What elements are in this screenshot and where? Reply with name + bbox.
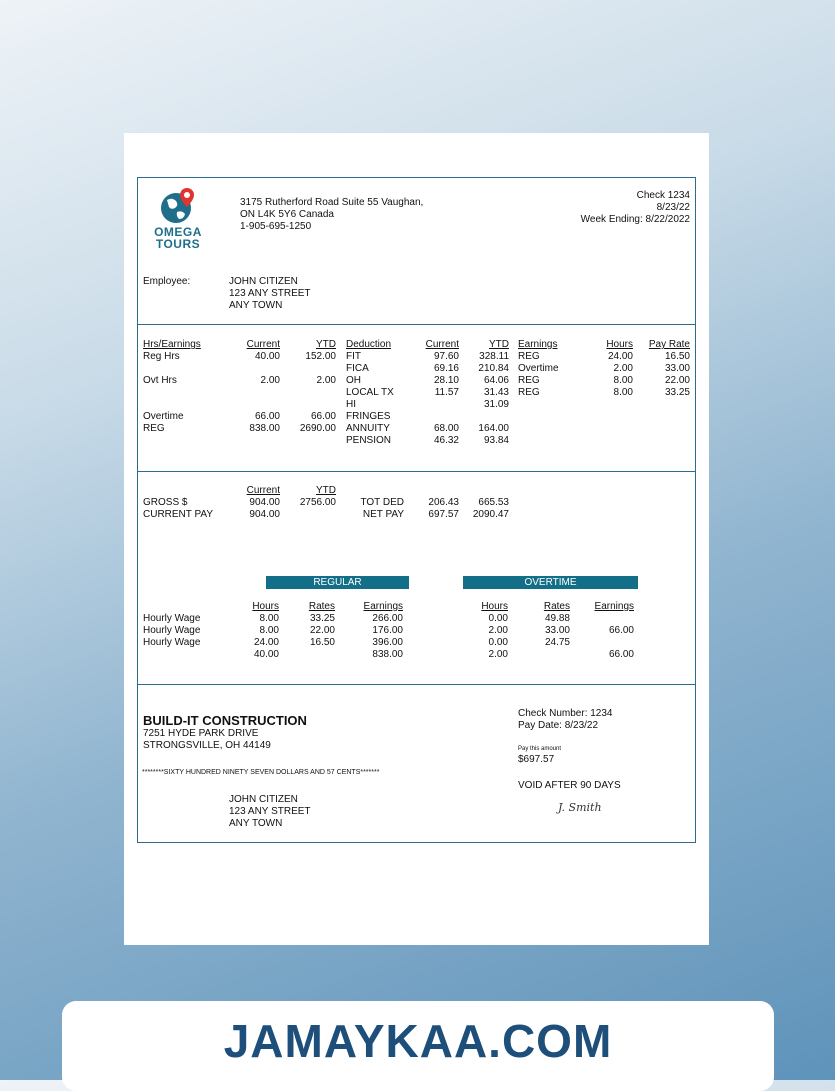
table-cell: 16.50 xyxy=(309,637,335,648)
earnings-names xyxy=(518,351,588,399)
table-row: REG xyxy=(518,387,540,398)
logo-text-line1: OMEGA xyxy=(154,225,202,239)
table-row: Hourly Wage xyxy=(143,625,201,636)
table-cell: 40.00 xyxy=(254,351,280,362)
deduction-ytd-header: YTD xyxy=(489,339,509,350)
table-cell: 2.00 xyxy=(613,363,633,374)
table-cell xyxy=(464,411,509,423)
company-address-line1: 3175 Rutherford Road Suite 55 Vaughan, xyxy=(240,197,424,208)
table-cell: 22.00 xyxy=(664,375,690,386)
payee-town: ANY TOWN xyxy=(229,818,283,829)
table-cell: 49.88 xyxy=(544,613,570,624)
table-row: Overtime xyxy=(518,363,559,374)
hrs-earnings-header: Hrs/Earnings xyxy=(143,339,201,350)
table-cell: 31.09 xyxy=(483,399,509,410)
employee-label: Employee: xyxy=(143,276,191,287)
table-cell: 22.00 xyxy=(309,625,335,636)
gross-ytd: 2756.00 xyxy=(299,497,336,508)
overtime-rates-col xyxy=(528,613,570,661)
current-pay-label: CURRENT PAY xyxy=(143,509,214,520)
tot-ded-label: TOT DED xyxy=(360,497,404,508)
table-row: ANNUITY xyxy=(346,423,390,434)
table-cell: 33.25 xyxy=(664,387,690,398)
table-cell xyxy=(414,399,459,411)
table-cell: 11.57 xyxy=(434,387,459,398)
table-cell xyxy=(286,363,336,375)
net-pay-current: 697.57 xyxy=(428,509,459,520)
table-cell: 8.00 xyxy=(259,613,279,624)
regular-bar: REGULAR xyxy=(266,576,409,589)
table-cell: 66.00 xyxy=(608,649,634,660)
table-cell: 64.06 xyxy=(483,375,509,386)
table-cell: 266.00 xyxy=(372,613,403,624)
earnings-rate-col xyxy=(638,351,690,399)
check-amount: $697.57 xyxy=(518,754,555,765)
employee-street: 123 ANY STREET xyxy=(229,288,311,299)
check-label: Check 1234 xyxy=(636,190,690,201)
table-cell: 2.00 xyxy=(260,375,280,386)
deduction-header: Deduction xyxy=(346,339,392,350)
table-cell: 152.00 xyxy=(305,351,336,362)
table-cell: 66.00 xyxy=(310,411,336,422)
table-row: REG xyxy=(518,351,540,362)
net-pay-label: NET PAY xyxy=(362,509,404,520)
overtime-hours-col xyxy=(468,613,508,661)
pay-stub-paper xyxy=(124,133,709,945)
table-cell xyxy=(528,649,570,661)
table-row: REG xyxy=(143,423,165,434)
totals-current-header: Current xyxy=(246,485,280,496)
footer-watermark[interactable]: JAMAYKAA.COM xyxy=(223,1015,613,1067)
table-cell: 40.00 xyxy=(253,649,279,660)
header-section xyxy=(138,178,695,325)
table-cell: 24.00 xyxy=(607,351,633,362)
table-cell: 31.43 xyxy=(483,387,509,398)
regular-hours-col xyxy=(243,613,279,661)
table-cell: 46.32 xyxy=(433,435,459,446)
table-cell: 176.00 xyxy=(372,625,403,636)
hours-ytd-header: YTD xyxy=(316,339,336,350)
table-row: LOCAL TX xyxy=(346,387,394,398)
deduction-names xyxy=(346,351,416,447)
table-row: PENSION xyxy=(346,435,392,446)
table-cell xyxy=(286,399,336,411)
table-cell: 2.00 xyxy=(488,625,508,636)
logo-text-line2: TOURS xyxy=(155,237,201,251)
check-number: Check Number: 1234 xyxy=(518,708,613,719)
table-cell: 328.11 xyxy=(479,351,509,362)
deduction-current-header: Current xyxy=(425,339,459,350)
overtime-earnings-header: Earnings xyxy=(594,601,634,612)
table-row: OH xyxy=(346,375,361,386)
table-cell xyxy=(228,387,280,399)
table-cell: 2690.00 xyxy=(299,423,336,434)
table-row xyxy=(143,399,223,411)
table-cell: 0.00 xyxy=(488,637,508,648)
table-cell xyxy=(414,411,459,423)
employee-name: JOHN CITIZEN xyxy=(229,276,298,287)
table-row xyxy=(143,649,233,661)
table-row: FRINGES xyxy=(346,411,391,422)
table-row: FICA xyxy=(346,363,369,374)
hours-current-col xyxy=(228,351,280,435)
table-cell: 164.00 xyxy=(478,423,509,434)
signature: J. Smith xyxy=(558,801,602,814)
table-cell: 8.00 xyxy=(613,387,633,398)
globe-pin-icon xyxy=(143,184,213,224)
table-cell: 210.84 xyxy=(478,363,509,374)
payee-name: JOHN CITIZEN xyxy=(229,794,298,805)
company-logo xyxy=(143,184,213,250)
regular-rates-header: Rates xyxy=(308,601,335,612)
earnings-hours-col xyxy=(588,351,633,399)
table-row: REG xyxy=(518,375,540,386)
hours-labels xyxy=(143,351,223,435)
table-cell: 8.00 xyxy=(613,375,633,386)
pay-date: Pay Date: 8/23/22 xyxy=(518,720,599,731)
earnings-header: Earnings xyxy=(518,339,558,350)
payee-street: 123 ANY STREET xyxy=(229,806,311,817)
table-cell: 66.00 xyxy=(254,411,280,422)
table-cell xyxy=(228,399,280,411)
pay-amount-label: Pay this amount xyxy=(518,746,562,752)
regular-hours-header: Hours xyxy=(252,601,279,612)
table-cell xyxy=(286,387,336,399)
table-row: Hourly Wage xyxy=(143,613,201,624)
amount-in-words: ********SIXTY HUNDRED NINETY SEVEN DOLLARS AND 57 CENTS******* xyxy=(142,769,380,776)
earnings-hours-header: Hours xyxy=(606,339,633,350)
void-notice: VOID AFTER 90 DAYS xyxy=(518,780,621,791)
table-cell: 33.25 xyxy=(309,613,335,624)
gross-label: GROSS $ xyxy=(143,497,188,508)
earnings-payrate-header: Pay Rate xyxy=(648,339,690,350)
footer-banner xyxy=(62,1001,774,1091)
table-row: FIT xyxy=(346,351,361,362)
table-row: Hourly Wage xyxy=(143,637,201,648)
regular-labels xyxy=(143,613,233,661)
table-row: HI xyxy=(346,399,356,410)
table-cell: 68.00 xyxy=(433,423,459,434)
earnings-section xyxy=(138,325,695,472)
regular-earnings-header: Earnings xyxy=(363,601,403,612)
company-address-line2: ON L4K 5Y6 Canada xyxy=(240,209,334,220)
pay-stub xyxy=(137,177,696,843)
table-cell xyxy=(228,363,280,375)
table-cell: 33.00 xyxy=(544,625,570,636)
regular-earnings-col xyxy=(348,613,403,661)
table-cell: 97.60 xyxy=(433,351,459,362)
table-cell: 396.00 xyxy=(372,637,403,648)
payer-street: 7251 HYDE PARK DRIVE xyxy=(143,728,259,739)
table-row: Ovt Hrs xyxy=(143,375,177,386)
current-pay: 904.00 xyxy=(249,509,280,520)
check-date: 8/23/22 xyxy=(656,202,690,213)
gross-current: 904.00 xyxy=(249,497,280,508)
table-cell: 28.10 xyxy=(433,375,459,386)
table-row: Reg Hrs xyxy=(143,351,180,362)
overtime-bar: OVERTIME xyxy=(463,576,638,589)
table-cell: 838.00 xyxy=(249,423,280,434)
totals-ytd-header: YTD xyxy=(316,485,336,496)
table-cell xyxy=(578,637,634,649)
table-cell: 66.00 xyxy=(608,625,634,636)
payer-city: STRONGSVILLE, OH 44149 xyxy=(143,740,271,751)
payer-company: BUILD-IT CONSTRUCTION xyxy=(143,713,307,728)
employee-town: ANY TOWN xyxy=(229,300,283,311)
table-cell: 838.00 xyxy=(372,649,403,660)
hours-current-header: Current xyxy=(246,339,280,350)
deduction-ytd-col xyxy=(464,351,509,447)
week-ending: Week Ending: 8/22/2022 xyxy=(580,214,690,225)
table-cell: 69.16 xyxy=(433,363,459,374)
table-cell: 24.00 xyxy=(253,637,279,648)
overtime-hours-header: Hours xyxy=(481,601,508,612)
deduction-current-col xyxy=(414,351,459,447)
tot-ded-ytd: 665.53 xyxy=(478,497,509,508)
net-pay-ytd: 2090.47 xyxy=(472,509,509,520)
table-cell: 2.00 xyxy=(488,649,508,660)
table-row xyxy=(143,387,223,399)
table-cell: 2.00 xyxy=(316,375,336,386)
table-row: Overtime xyxy=(143,411,184,422)
table-cell: 0.00 xyxy=(488,613,508,624)
table-cell: 24.75 xyxy=(544,637,570,648)
overtime-earnings-col xyxy=(578,613,634,661)
table-cell xyxy=(578,613,634,625)
overtime-rates-header: Rates xyxy=(543,601,570,612)
table-row xyxy=(143,363,223,375)
table-cell: 93.84 xyxy=(483,435,509,446)
regular-rates-col xyxy=(293,613,335,661)
company-phone: 1-905-695-1250 xyxy=(240,221,312,232)
table-cell xyxy=(293,649,335,661)
table-cell: 33.00 xyxy=(664,363,690,374)
check-section xyxy=(138,685,695,842)
tot-ded-current: 206.43 xyxy=(428,497,459,508)
table-cell: 8.00 xyxy=(259,625,279,636)
table-cell: 16.50 xyxy=(664,351,690,362)
totals-section xyxy=(138,472,695,685)
hours-ytd-col xyxy=(286,351,336,435)
